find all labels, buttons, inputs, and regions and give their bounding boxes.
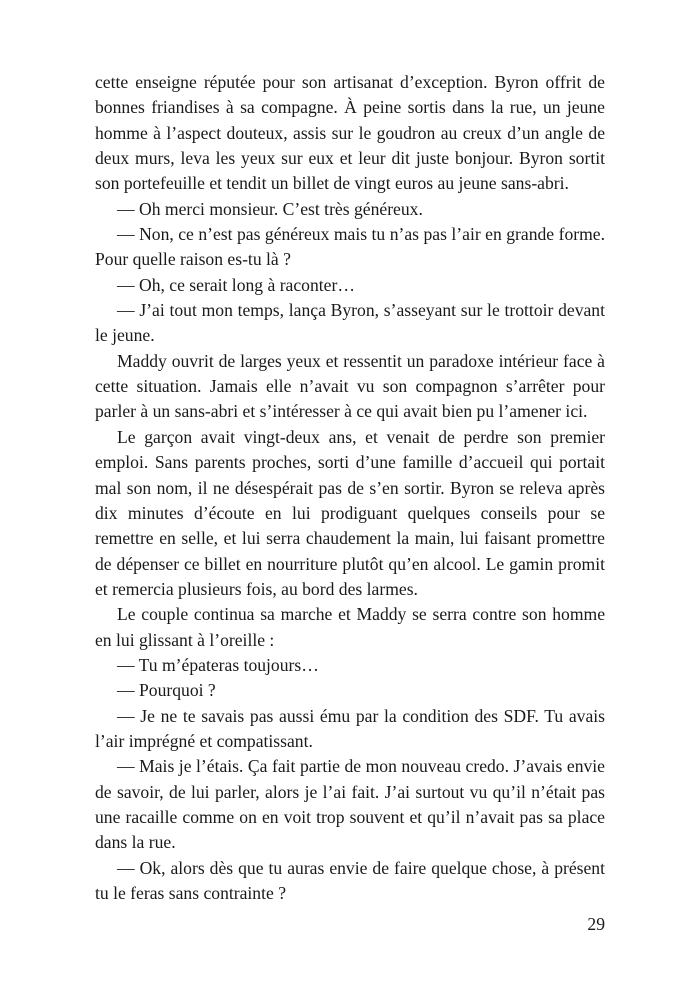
dialogue-line: — Ok, alors dès que tu auras envie de faire quelque chose, à présent tu le feras sans contrainte ? bbox=[95, 857, 605, 903]
paragraph: Le couple continua sa marche et Maddy se serra contre son homme en lui glissant à l’oreille : bbox=[95, 604, 605, 650]
dialogue-line: — Je ne te savais pas aussi ému par la condition des SDF. Tu avais l’air imprégné et compatissant. bbox=[95, 705, 605, 751]
dialogue-line: — Mais je l’étais. Ça fait partie de mon nouveau credo. J’avais envie de savoir, de lui parler, alors je l’ai fait. J’ai surtout vu qu’il n’était pas une racaille comme on en voit trop souvent et qu’il n’avait pas sa place dans la rue. bbox=[95, 756, 605, 853]
dialogue-line: — Pourquoi ? bbox=[117, 680, 216, 701]
dialogue-line: — J’ai tout mon temps, lança Byron, s’asseyant sur le trottoir devant le jeune. bbox=[95, 300, 605, 346]
dialogue-line: — Oh, ce serait long à raconter… bbox=[117, 274, 355, 295]
dialogue-line: — Non, ce n’est pas généreux mais tu n’as pas l’air en grande forme. Pour quelle raison es-tu là ? bbox=[95, 224, 605, 270]
paragraph: Maddy ouvrit de larges yeux et ressentit un paradoxe intérieur face à cette situation. Jamais elle n’avait vu son compagnon s’arrêter pour parler à un sans-abri et s’intéresser à ce qui avait bien pu l’amener ici. bbox=[95, 350, 605, 422]
page-number: 29 bbox=[587, 914, 605, 934]
dialogue-line: — Oh merci monsieur. C’est très généreux. bbox=[117, 198, 423, 219]
paragraph: Le garçon avait vingt-deux ans, et venait de perdre son premier emploi. Sans parents proches, sorti d’une famille d’accueil qui portait mal son nom, il ne désespérait pas de s’en sortir. Byron se releva après dix minutes d’écoute en lui prodiguant quelques conseils pour se remettre en selle, et lui serra chaudement la main, lui faisant promettre de dépenser ce billet en nourriture plutôt qu’en alcool. Le gamin promit et remercia plusieurs fois, au bord des larmes. bbox=[95, 426, 605, 599]
paragraph-continuation: cette enseigne réputée pour son artisanat d’exception. Byron offrit de bonnes friandises à sa compagne. À peine sortis dans la rue, un jeune homme à l’aspect douteux, assis sur le goudron au creux d’un angle de deux murs, leva les yeux sur eux et leur dit juste bonjour. Byron sortit son portefeuille et tendit un billet de vingt euros au jeune sans-abri. bbox=[95, 72, 605, 194]
body-text bbox=[95, 70, 605, 906]
dialogue-line: — Tu m’épateras toujours… bbox=[117, 654, 319, 675]
